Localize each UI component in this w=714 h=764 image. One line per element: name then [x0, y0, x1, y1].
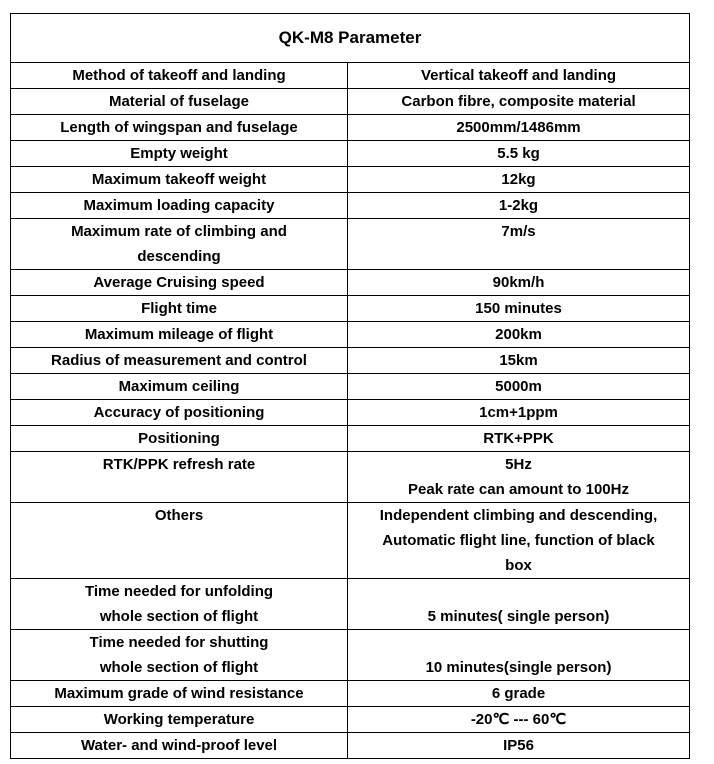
parameter-label [11, 63, 348, 89]
table-row [11, 89, 690, 115]
parameter-label [11, 579, 348, 630]
table-row [11, 374, 690, 400]
table-row [11, 322, 690, 348]
parameter-label [11, 426, 348, 452]
parameter-label-line: Time needed for shutting [89, 634, 269, 651]
table-row [11, 270, 690, 296]
parameter-label [11, 348, 348, 374]
parameter-value [348, 400, 690, 426]
parameter-label-line: Empty weight [130, 145, 228, 162]
parameter-table [10, 13, 690, 759]
parameter-label-line: Material of fuselage [108, 93, 250, 110]
parameter-label-line: Average Cruising speed [93, 274, 265, 291]
parameter-value [348, 141, 690, 167]
parameter-label-line: Maximum mileage of flight [84, 326, 274, 343]
table-row [11, 452, 690, 503]
parameter-label-line: Length of wingspan and fuselage [60, 119, 298, 136]
parameter-value-line: 12kg [501, 171, 536, 188]
parameter-label-line: Others [154, 507, 204, 524]
parameter-label [11, 707, 348, 733]
parameter-value-line: 2500mm/1486mm [456, 119, 581, 136]
parameter-value-line: 5 minutes( single person) [427, 608, 610, 625]
parameter-label-line: Method of takeoff and landing [72, 67, 286, 84]
parameter-label [11, 374, 348, 400]
parameter-label [11, 296, 348, 322]
parameter-value-line: 90km/h [492, 274, 545, 291]
parameter-value-line: Carbon fibre, composite material [401, 93, 636, 110]
parameter-label [11, 322, 348, 348]
parameter-label-line: whole section of flight [99, 608, 259, 625]
parameter-value [348, 115, 690, 141]
parameter-value-line: 5000m [495, 378, 542, 395]
parameter-label [11, 503, 348, 579]
table-row [11, 503, 690, 579]
parameter-label-line: Maximum ceiling [118, 378, 240, 395]
parameter-label [11, 115, 348, 141]
parameter-value [348, 219, 690, 270]
parameter-value-line: 6 grade [491, 685, 546, 702]
parameter-label-line: Radius of measurement and control [51, 352, 307, 369]
parameter-value-line: box [505, 557, 532, 574]
parameter-label [11, 219, 348, 270]
parameter-label [11, 452, 348, 503]
parameter-label-line: Maximum loading capacity [83, 197, 275, 214]
table-row [11, 115, 690, 141]
parameter-value-line: 5.5 kg [497, 145, 540, 162]
parameter-value [348, 296, 690, 322]
parameter-label-line: Flight time [141, 300, 217, 317]
parameter-value [348, 733, 690, 759]
parameter-value [348, 374, 690, 400]
parameter-value [348, 707, 690, 733]
parameter-value-line: -20℃ --- 60℃ [470, 711, 567, 728]
parameter-value-line: Peak rate can amount to 100Hz [408, 481, 629, 498]
parameter-label-line: whole section of flight [99, 659, 259, 676]
parameter-value-line: 1-2kg [498, 197, 539, 214]
parameter-sheet [10, 13, 689, 759]
table-row [11, 193, 690, 219]
table-row [11, 400, 690, 426]
table-row [11, 348, 690, 374]
parameter-label-line: Maximum grade of wind resistance [54, 685, 304, 702]
parameter-value-line: 5Hz [505, 456, 532, 473]
parameter-value [348, 503, 690, 579]
parameter-value [348, 322, 690, 348]
parameter-label-line: Working temperature [103, 711, 255, 728]
parameter-label-line: Accuracy of positioning [93, 404, 265, 421]
parameter-label [11, 270, 348, 296]
parameter-value [348, 681, 690, 707]
parameter-value [348, 63, 690, 89]
parameter-label-line: RTK/PPK refresh rate [102, 456, 256, 473]
parameter-value [348, 89, 690, 115]
table-row [11, 579, 690, 630]
table-row [11, 707, 690, 733]
parameter-value [348, 348, 690, 374]
parameter-value-line: Automatic flight line, function of black [382, 532, 655, 549]
parameter-value [348, 426, 690, 452]
parameter-label-line: Maximum takeoff weight [91, 171, 267, 188]
parameter-label [11, 141, 348, 167]
parameter-value-line: 150 minutes [475, 300, 562, 317]
parameter-value-line: 1cm+1ppm [479, 404, 558, 421]
parameter-value [348, 193, 690, 219]
parameter-label-line: Time needed for unfolding [84, 583, 274, 600]
table-title: QK-M8 Parameter [11, 14, 690, 63]
parameter-label [11, 733, 348, 759]
table-row [11, 630, 690, 681]
parameter-value-line: 7m/s [501, 223, 536, 240]
parameter-label [11, 193, 348, 219]
title-row [11, 14, 690, 63]
table-row [11, 733, 690, 759]
parameter-value-line: IP56 [503, 737, 534, 754]
table-row [11, 296, 690, 322]
parameter-value-line: 15km [499, 352, 538, 369]
parameter-value [348, 270, 690, 296]
table-row [11, 141, 690, 167]
parameter-label-line: Maximum rate of climbing and [71, 223, 287, 240]
parameter-label [11, 167, 348, 193]
parameter-label-line: Positioning [138, 430, 220, 447]
parameter-value-line: 10 minutes(single person) [425, 659, 612, 676]
table-row [11, 63, 690, 89]
parameter-value-line: 200km [495, 326, 542, 343]
parameter-value [348, 452, 690, 503]
parameter-label [11, 630, 348, 681]
table-row [11, 681, 690, 707]
table-row [11, 426, 690, 452]
parameter-value-line: RTK+PPK [483, 430, 554, 447]
table-row [11, 219, 690, 270]
parameter-label-line: Water- and wind-proof level [80, 737, 278, 754]
parameter-value [348, 167, 690, 193]
parameter-label [11, 89, 348, 115]
parameter-label [11, 681, 348, 707]
parameter-label [11, 400, 348, 426]
parameter-value [348, 630, 690, 681]
parameter-value-line: Vertical takeoff and landing [420, 67, 617, 84]
table-row [11, 167, 690, 193]
parameter-label-line: descending [137, 248, 221, 265]
parameter-value [348, 579, 690, 630]
parameter-value-line: Independent climbing and descending, [379, 507, 658, 524]
